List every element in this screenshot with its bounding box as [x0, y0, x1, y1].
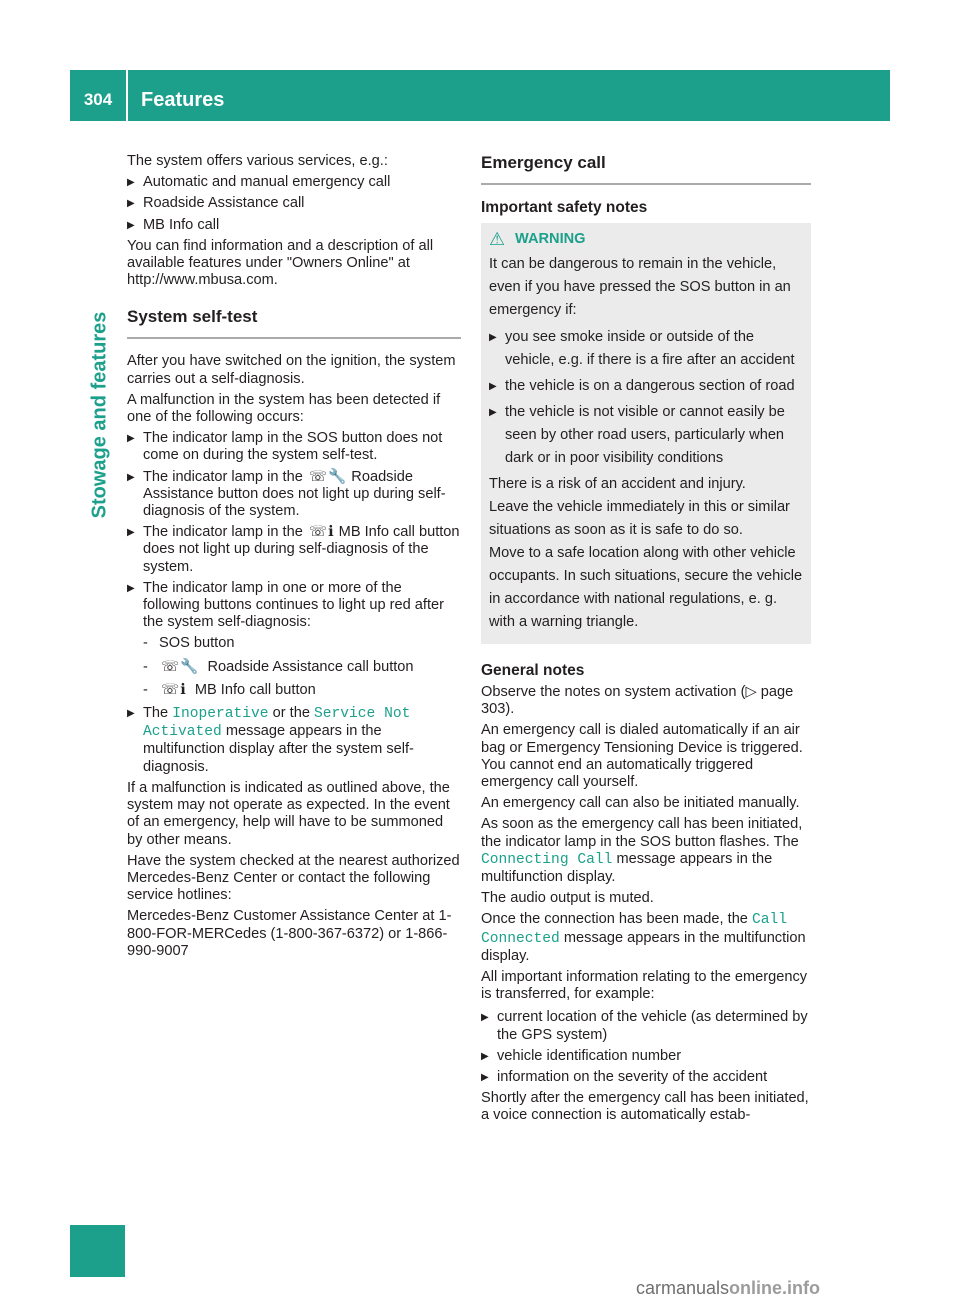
services-intro: The system offers various services, e.g.: — [127, 153, 388, 169]
malfunction-paragraph: If a malfunction is indicated as outlined above, the system may not operate as expected. In the event of an emergency, help will have to be summoned by other means. — [127, 779, 450, 848]
general-paragraph: All important information relating to the emergency is transferred, for example: — [481, 969, 808, 1003]
list-item: - ☏ℹ MB Info call button — [143, 681, 316, 698]
more-info-text: You can find information and a description of all available features under "Owners Online" at http://www.mbusa.com. — [127, 237, 434, 289]
general-paragraph: An emergency call can also be initiated manually. — [481, 795, 800, 812]
roadside-assistance-icon: ☏🔧 — [161, 658, 200, 675]
general-paragraph: Shortly after the emergency call has been initiated, a voice connection is automatically estab- — [481, 1090, 809, 1124]
left-column — [127, 153, 461, 960]
list-item: ▶ current location of the vehicle (as determined by the GPS system) — [481, 1009, 808, 1043]
display-message-connecting-call: Connecting Call — [481, 851, 613, 868]
selftest-heading: System self-test — [127, 307, 258, 327]
bullet-icon: ▶ — [481, 1050, 489, 1062]
footer-watermark: carmanualsonline.info — [636, 1278, 821, 1298]
section-title: Features — [141, 89, 225, 111]
bullet-icon: ▶ — [127, 177, 135, 189]
header-divider — [126, 70, 128, 121]
display-message-call-connected: Call Connected — [481, 912, 788, 947]
right-column — [481, 153, 811, 1125]
warning-paragraph: It can be dangerous to remain in the vehicle, even if you have pressed the SOS button in an emergency if: — [489, 256, 791, 318]
warning-title: ⚠ WARNING — [489, 229, 586, 249]
bullet-icon: ▶ — [489, 332, 497, 343]
activation-note: Observe the notes on system activation (▷ page 303). — [481, 684, 794, 718]
bullet-icon: ▶ — [481, 1072, 489, 1084]
list-item: ▶ The Inoperative or the Service Not Activated message appears in the multifunction display after the system self-diagnosis. — [127, 705, 414, 775]
list-item: ▶ Automatic and manual emergency call — [127, 174, 391, 191]
list-item: ▶ you see smoke inside or outside of the vehicle, e.g. if there is a fire after an accident — [489, 326, 803, 372]
warning-paragraph: Leave the vehicle immediately in this or similar situations as soon as it is safe to do so. — [489, 499, 790, 538]
bullet-icon: ▶ — [127, 708, 135, 720]
list-item: - SOS button — [143, 635, 235, 652]
bullet-icon: ▶ — [127, 527, 135, 539]
bullet-icon: ▶ — [489, 381, 497, 392]
message-list — [127, 705, 461, 776]
check-paragraph: Have the system checked at the nearest authorized Mercedes-Benz Center or contact the following service hotlines: — [127, 852, 460, 904]
page-number: 304 — [83, 90, 113, 109]
list-item: ▶ MB Info call — [127, 216, 220, 233]
bullet-icon: ▶ — [127, 433, 135, 445]
list-item: ▶ the vehicle is not visible or cannot easily be seen by other road users, particularly when dark or in poor visibility conditions — [489, 401, 803, 470]
bullet-icon: ▶ — [127, 582, 135, 594]
general-paragraph: As soon as the emergency call has been initiated, the indicator lamp in the SOS button flashes. The Connecting Call message appears in the multifunction display. — [481, 816, 803, 886]
buttons-list — [127, 635, 461, 699]
list-item: ▶ information on the severity of the accident — [481, 1069, 768, 1086]
general-paragraph: The audio output is muted. — [481, 890, 654, 907]
list-item: ▶ The indicator lamp in one or more of the following buttons continues to light up red after the system self-diagnosis: — [127, 579, 444, 631]
hotline-paragraph: Mercedes-Benz Customer Assistance Center at 1-800-FOR-MERCedes (1-800-367-6372) or 1-866-990-9007 — [127, 908, 452, 959]
display-message-service-not-activated: Service Not Activated — [143, 706, 411, 741]
services-list — [127, 174, 461, 234]
roadside-assistance-icon: ☏🔧 — [308, 468, 348, 485]
list-item: ▶ vehicle identification number — [481, 1047, 682, 1064]
list-item: ▶ The indicator lamp in the SOS button does not come on during the system self-test. — [127, 430, 443, 464]
mb-info-call-icon: ☏ℹ — [308, 524, 335, 541]
bullet-icon: ▶ — [481, 1012, 489, 1024]
page-ref-arrow-icon: ▷ — [745, 684, 757, 700]
general-paragraph: Once the connection has been made, the Call Connected message appears in the multifunction display. — [481, 911, 806, 964]
mb-info-call-icon: ☏ℹ — [161, 681, 187, 698]
warning-list — [489, 326, 803, 470]
malfunction-intro: A malfunction in the system has been detected if one of the following occurs: — [127, 391, 441, 426]
selftest-paragraph: After you have switched on the ignition, the system carries out a self-diagnosis. — [127, 353, 456, 387]
side-tab-label: Stowage and features — [88, 311, 111, 519]
safety-notes-heading: Important safety notes — [481, 199, 648, 216]
bullet-icon: ▶ — [127, 471, 135, 483]
list-item: - ☏🔧 Roadside Assistance call button — [143, 658, 414, 675]
list-item: ▶ The indicator lamp in the ☏🔧 Roadside Assistance button does not light up during self-diagnosis of the system. — [127, 468, 446, 520]
emergency-call-heading: Emergency call — [481, 153, 606, 172]
bullet-icon: ▶ — [489, 407, 497, 418]
transferred-info-list — [481, 1009, 811, 1086]
warning-box — [481, 223, 811, 644]
list-item: ▶ the vehicle is on a dangerous section of road — [489, 375, 803, 398]
display-message-inoperative: Inoperative — [172, 706, 269, 723]
bullet-icon: ▶ — [127, 198, 135, 210]
warning-paragraph: Move to a safe location along with other vehicle occupants. In such situations, secure the vehicle in accordance with national regulations, e. g. with a warning triangle. — [489, 545, 803, 630]
warning-paragraph: There is a risk of an accident and injury. — [489, 476, 746, 492]
general-notes-heading: General notes — [481, 662, 585, 679]
list-item: ▶ The indicator lamp in the ☏ℹ MB Info call button does not light up during self-diagnosis of the system. — [127, 524, 460, 575]
side-tab-block — [70, 1225, 125, 1277]
warning-triangle-icon: ⚠ — [489, 229, 506, 249]
malfunction-list — [127, 430, 461, 631]
bullet-icon: ▶ — [127, 219, 135, 231]
general-paragraph: An emergency call is dialed automatically if an air bag or Emergency Tensioning Device is triggered. You cannot end an automatically triggered emergency call yourself. — [481, 722, 803, 791]
list-item: ▶ Roadside Assistance call — [127, 195, 305, 212]
